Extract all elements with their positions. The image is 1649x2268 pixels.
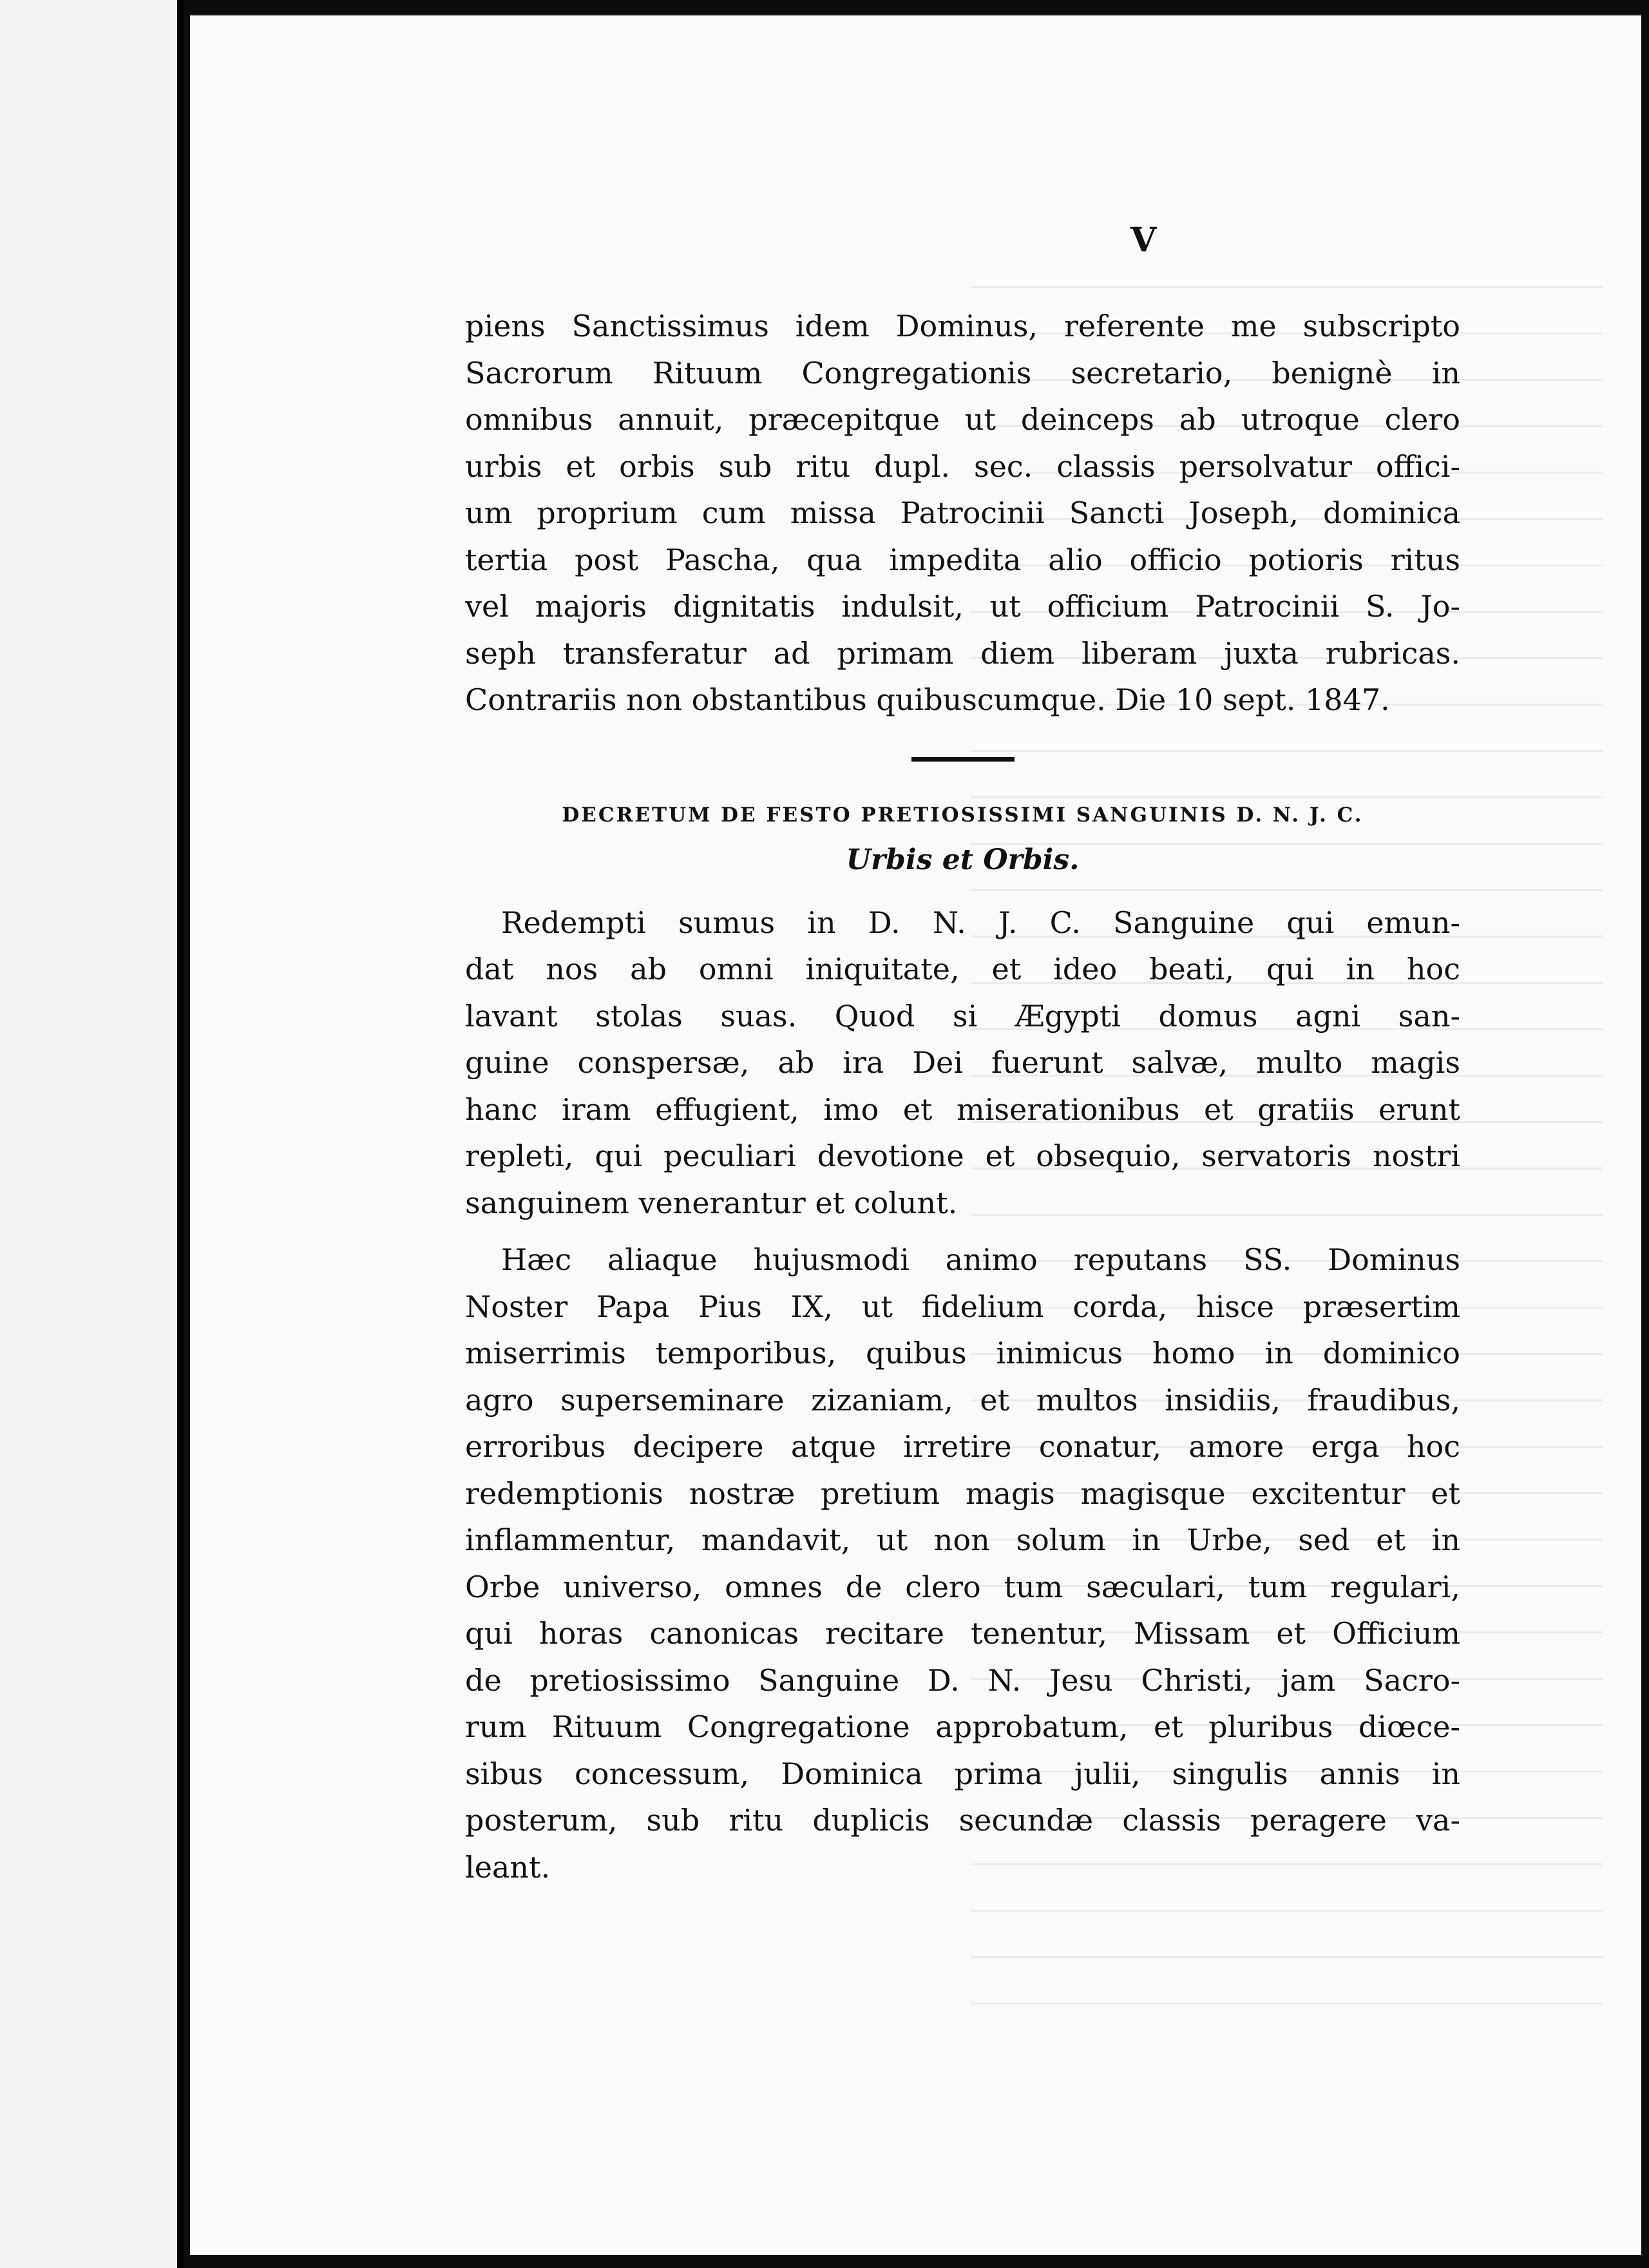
decree-subtitle: Urbis et Orbis. <box>846 843 1080 876</box>
text-line: vel majoris dignitatis indulsit, ut officium Patrocinii S. Jo- <box>465 589 1460 624</box>
text-line: tertia post Pascha, qua impedita alio officio potioris ritus <box>465 542 1460 577</box>
paragraph-3 <box>465 1236 1460 1890</box>
facing-page-edge <box>0 0 184 2268</box>
text-line: Redempti sumus in D. N. J. C. Sanguine qui emun- <box>501 905 1460 940</box>
text-line: omnibus annuit, præcepitque ut deinceps ab utroque clero <box>465 402 1460 437</box>
text-line: dat nos ab omni iniquitate, et ideo beati, qui in hoc <box>465 952 1460 986</box>
text-line: de pretiosissimo Sanguine D. N. Jesu Christi, jam Sacro- <box>465 1662 1460 1698</box>
text-block <box>465 303 1460 1901</box>
text-line: leant. <box>465 1849 551 1885</box>
text-line: redemptionis nostræ pretium magis magisque excitentur et <box>465 1475 1460 1511</box>
text-line: Hæc aliaque hujusmodi animo reputans SS. Dominus <box>501 1242 1460 1277</box>
text-line: agro superseminare zizaniam, et multos insidiis, fraudibus, <box>465 1382 1460 1418</box>
text-line: Noster Papa Pius IX, ut fidelium corda, hisce præsertim <box>465 1289 1460 1324</box>
text-line: Sacrorum Rituum Congregationis secretario, benignè in <box>465 355 1460 390</box>
section-divider <box>911 757 1015 762</box>
text-line: lavant stolas suas. Quod si Ægypti domus agni san- <box>465 998 1460 1033</box>
text-line: rum Rituum Congregatione approbatum, et pluribus diœce- <box>465 1709 1460 1744</box>
text-line: Orbe universo, omnes de clero tum sæculari, tum regulari, <box>465 1569 1460 1604</box>
text-line: urbis et orbis sub ritu dupl. sec. classis persolvatur offici- <box>465 448 1460 484</box>
text-line: posterum, sub ritu duplicis secundæ classis peragere va- <box>465 1803 1460 1838</box>
text-line: Contrariis non obstantibus quibuscumque. Die 10 sept. 1847. <box>465 682 1390 717</box>
text-line: hanc iram effugient, imo et miserationibus et gratiis erunt <box>465 1091 1460 1127</box>
text-line: inflammentur, mandavit, ut non solum in Urbe, sed et in <box>465 1523 1460 1557</box>
text-line: erroribus decipere atque irretire conatur, amore erga hoc <box>465 1429 1460 1464</box>
paragraph-1 <box>465 303 1460 724</box>
text-line: sibus concessum, Dominica prima julii, singulis annis in <box>465 1756 1460 1791</box>
text-line: piens Sanctissimus idem Dominus, referente me subscripto <box>465 309 1460 343</box>
paragraph-2 <box>465 899 1460 1227</box>
text-line: um proprium cum missa Patrocinii Sancti Joseph, dominica <box>465 495 1460 530</box>
text-line: repleti, qui peculiari devotione et obsequio, servatoris nostri <box>465 1139 1460 1173</box>
text-line: seph transferatur ad primam diem liberam juxta rubricas. <box>465 635 1460 671</box>
text-line: miserrimis temporibus, quibus inimicus homo in dominico <box>465 1336 1460 1370</box>
text-line: qui horas canonicas recitare tenentur, Missam et Officium <box>465 1616 1460 1651</box>
text-line: sanguinem venerantur et colunt. <box>465 1185 958 1220</box>
book-page <box>190 14 1641 2255</box>
decree-title: DECRETUM DE FESTO PRETIOSISSIMI SANGUINIS D. N. J. C. <box>562 803 1364 827</box>
page-number: V <box>1130 220 1157 260</box>
text-line: guine conspersæ, ab ira Dei fuerunt salvæ, multo magis <box>465 1045 1460 1080</box>
